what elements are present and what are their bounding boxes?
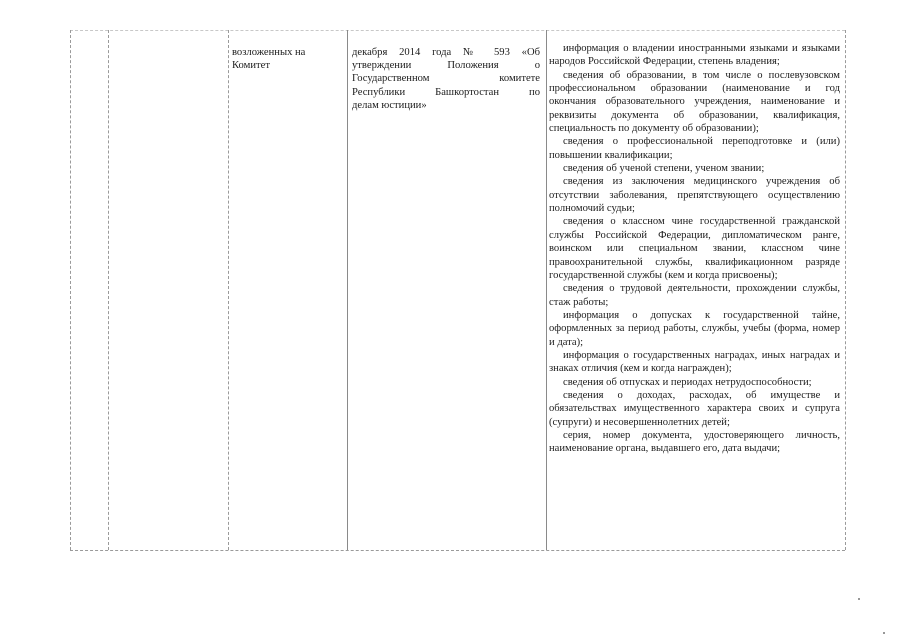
list-item: сведения об образовании, в том числе о послевузовском профессиональном образовании (наименование и год окончания образовательного учреждения, наименование и реквизиты документа об образовании, квалификация, специальность по документу об образовании); — [549, 69, 840, 135]
list-item: сведения о трудовой деятельности, прохождении службы, стаж работы; — [549, 283, 840, 308]
scan-speck — [883, 632, 885, 634]
scan-speck — [858, 598, 860, 600]
list-item: информация о владении иностранными языками и языками народов Российской Федерации, степень владения; — [549, 43, 840, 68]
table-bottom-border — [70, 550, 845, 551]
table-column-divider — [845, 30, 846, 550]
table-column-divider — [108, 30, 109, 550]
table-column-divider — [347, 30, 348, 550]
legal-basis-line: утверждении Положения о — [352, 60, 540, 72]
list-item: сведения из заключения медицинского учреждения об отсутствии заболевания, препятствующего осуществлению полномочий судьи; — [549, 176, 840, 215]
table-top-border — [70, 30, 845, 31]
legal-basis-cell — [352, 46, 540, 112]
table-column-divider — [546, 30, 547, 550]
legal-basis-line: декабря 2014 года № 593 «Об — [352, 47, 540, 58]
basis-cell — [232, 46, 342, 72]
list-item: сведения о профессиональной переподготовке и (или) повышении квалификации; — [549, 136, 840, 161]
list-item: серия, номер документа, удостоверяющего личность, наименование органа, выдавшего его, дата выдачи; — [549, 429, 840, 455]
list-item: сведения об отпусках и периодах нетрудоспособности; — [563, 376, 812, 388]
basis-line: возложенных на — [232, 47, 306, 58]
table-column-divider — [228, 30, 229, 550]
list-item: сведения об ученой степени, ученом звании; — [563, 163, 765, 175]
list-item: информация о государственных наградах, иных наградах и знаках отличия (кем и когда награжден); — [549, 349, 840, 375]
personal-data-list — [549, 42, 840, 456]
legal-basis-line: Государственном комитете — [352, 73, 540, 85]
list-item: сведения о классном чине государственной гражданской службы Российской Федерации, дипломатическом ранге, воинском или специальном звании, классном чине правоохранительной службы, квалификационном разряде государственной службы (кем и когда присвоены); — [549, 216, 840, 281]
legal-basis-line: Республики Башкортостан по — [352, 86, 540, 98]
list-item: сведения о доходах, расходах, об имуществе и обязательствах имущественного характера своих и супруга (супруги) и несовершеннолетних детей; — [549, 389, 840, 428]
list-item: информация о допусках к государственной тайне, оформленных за период работы, службы, учебы (форма, номер и дата); — [549, 309, 840, 348]
legal-basis-line: делам юстиции» — [352, 99, 427, 111]
table-column-divider — [70, 30, 71, 550]
basis-line: Комитет — [232, 60, 270, 72]
